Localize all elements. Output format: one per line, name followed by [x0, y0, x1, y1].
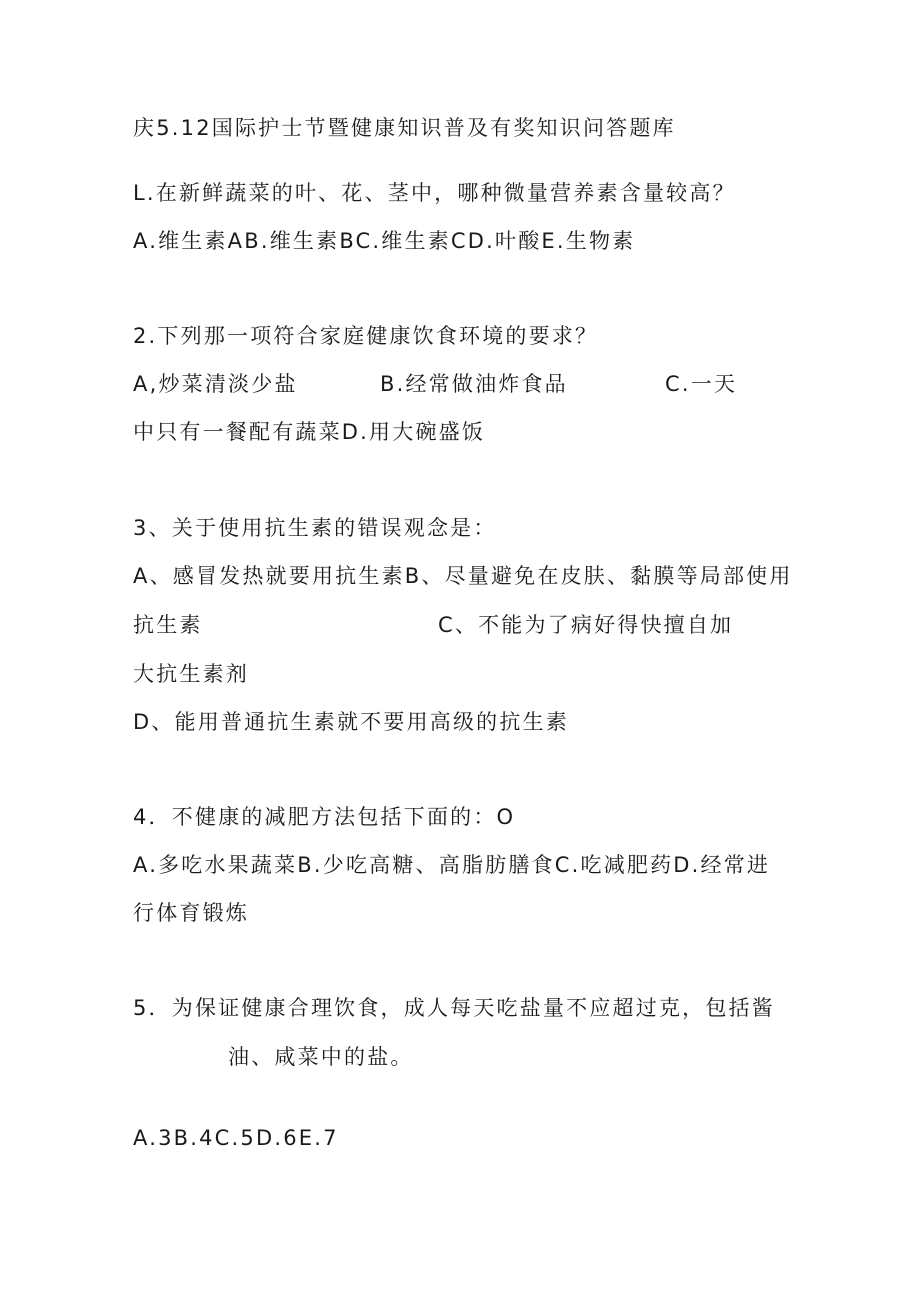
q2-option-c-end: 中只有一餐配有蔬菜D.用大碗盛饭 — [133, 420, 486, 444]
document-title: 庆5.12国际护士节暨健康知识普及有奖知识问答题库 — [133, 116, 676, 140]
q5-question-line1: 5．为保证健康合理饮食，成人每天吃盐量不应超过克，包括酱 — [133, 996, 775, 1020]
q4-options-line1: A.多吃水果蔬菜B.少吃高糖、高脂肪膳食C.吃减肥药D.经常进 — [133, 853, 771, 877]
q3-option-b-end: 抗生素 — [133, 613, 203, 637]
q1-options: A.维生素AB.维生素BC.维生素CD.叶酸E.生物素 — [133, 229, 636, 253]
q3-option-c-end: 大抗生素剂 — [133, 662, 249, 686]
q1-question: L.在新鲜蔬菜的叶、花、茎中，哪种微量营养素含量较高？ — [133, 181, 736, 205]
q2-option-c-start: C.一天 — [665, 372, 738, 396]
q5-options: A.3B.4C.5D.6E.7 — [133, 1126, 339, 1150]
q3-option-d: D、能用普通抗生素就不要用高级的抗生素 — [133, 710, 569, 734]
q3-option-c-start: C、不能为了病好得快擅自加 — [438, 613, 734, 637]
q2-option-a: A,炒菜清淡少盐 — [133, 372, 298, 396]
q3-question: 3、关于使用抗生素的错误观念是： — [133, 516, 497, 540]
q5-question-line2: 油、咸菜中的盐。 — [228, 1045, 414, 1069]
q2-question: 2.下列那一项符合家庭健康饮食环境的要求？ — [133, 324, 599, 348]
q3-options-ab: A、感冒发热就要用抗生素B、尽量避免在皮肤、黏膜等局部使用 — [133, 564, 793, 588]
q4-question: 4．不健康的减肥方法包括下面的：O — [133, 805, 516, 829]
q2-option-b: B.经常做油炸食品 — [380, 372, 568, 396]
q4-options-line2: 行体育锻炼 — [133, 901, 249, 925]
